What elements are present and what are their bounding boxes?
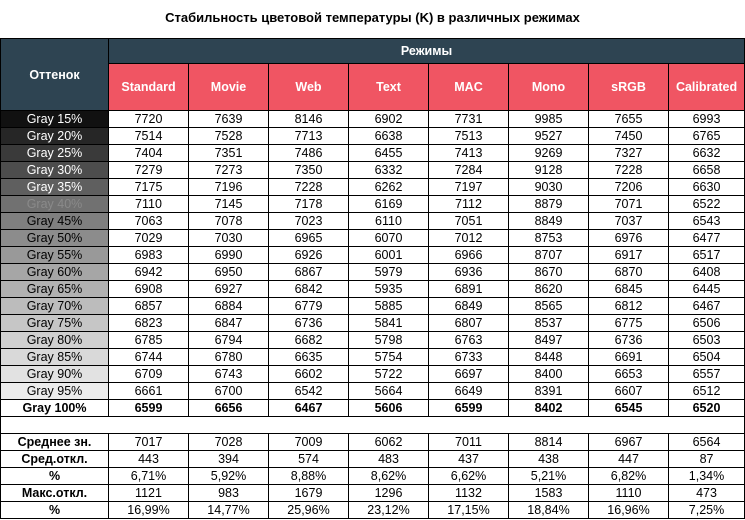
shade-label: Gray 75% <box>1 315 109 332</box>
stat-value-cell: 87 <box>669 451 745 468</box>
mode-header-mono: Mono <box>509 64 589 111</box>
mode-header-movie: Movie <box>189 64 269 111</box>
stat-value-cell: 6,62% <box>429 468 509 485</box>
separator-row <box>1 417 745 434</box>
table-row <box>1 162 745 179</box>
value-cell: 7175 <box>109 179 189 196</box>
value-cell: 5798 <box>349 332 429 349</box>
value-cell: 6467 <box>669 298 745 315</box>
value-cell: 8402 <box>509 400 589 417</box>
value-cell: 8146 <box>269 111 349 128</box>
value-cell: 6658 <box>669 162 745 179</box>
value-cell: 6993 <box>669 111 745 128</box>
stats-row <box>1 502 745 519</box>
stat-value-cell: 6967 <box>589 434 669 451</box>
value-cell: 6870 <box>589 264 669 281</box>
value-cell: 5664 <box>349 383 429 400</box>
table-row <box>1 213 745 230</box>
value-cell: 6467 <box>269 400 349 417</box>
value-cell: 8670 <box>509 264 589 281</box>
value-cell: 6503 <box>669 332 745 349</box>
shade-label: Gray 85% <box>1 349 109 366</box>
value-cell: 6891 <box>429 281 509 298</box>
table-row <box>1 315 745 332</box>
value-cell: 6656 <box>189 400 269 417</box>
table-row <box>1 400 745 417</box>
value-cell: 6779 <box>269 298 349 315</box>
value-cell: 7206 <box>589 179 669 196</box>
value-cell: 6169 <box>349 196 429 213</box>
modes-header: Режимы <box>109 39 745 64</box>
value-cell: 6983 <box>109 247 189 264</box>
table-row <box>1 332 745 349</box>
stat-value-cell: 7,25% <box>669 502 745 519</box>
value-cell: 7513 <box>429 128 509 145</box>
stat-value-cell: 1583 <box>509 485 589 502</box>
value-cell: 6926 <box>269 247 349 264</box>
value-cell: 6942 <box>109 264 189 281</box>
value-cell: 6990 <box>189 247 269 264</box>
table-row <box>1 145 745 162</box>
shade-label: Gray 45% <box>1 213 109 230</box>
stat-value-cell: 6,71% <box>109 468 189 485</box>
stat-label: Сред.откл. <box>1 451 109 468</box>
value-cell: 6884 <box>189 298 269 315</box>
mode-header-calibrated: Calibrated <box>669 64 745 111</box>
stat-value-cell: 447 <box>589 451 669 468</box>
shade-label: Gray 65% <box>1 281 109 298</box>
value-cell: 7051 <box>429 213 509 230</box>
stat-value-cell: 483 <box>349 451 429 468</box>
stat-value-cell: 443 <box>109 451 189 468</box>
value-cell: 6736 <box>269 315 349 332</box>
stat-label: % <box>1 468 109 485</box>
value-cell: 6847 <box>189 315 269 332</box>
value-cell: 6763 <box>429 332 509 349</box>
stat-label: Среднее зн. <box>1 434 109 451</box>
value-cell: 6557 <box>669 366 745 383</box>
value-cell: 6780 <box>189 349 269 366</box>
value-cell: 5754 <box>349 349 429 366</box>
value-cell: 6638 <box>349 128 429 145</box>
shade-label: Gray 70% <box>1 298 109 315</box>
shade-label: Gray 40% <box>1 196 109 213</box>
stats-rows <box>1 417 745 519</box>
value-cell: 6857 <box>109 298 189 315</box>
stat-value-cell: 6,82% <box>589 468 669 485</box>
table-row <box>1 196 745 213</box>
stat-value-cell: 438 <box>509 451 589 468</box>
stat-value-cell: 17,15% <box>429 502 509 519</box>
value-cell: 6408 <box>669 264 745 281</box>
value-cell: 7284 <box>429 162 509 179</box>
value-cell: 6477 <box>669 230 745 247</box>
value-cell: 8707 <box>509 247 589 264</box>
value-cell: 8400 <box>509 366 589 383</box>
value-cell: 6332 <box>349 162 429 179</box>
value-cell: 8565 <box>509 298 589 315</box>
value-cell: 7071 <box>589 196 669 213</box>
stats-row <box>1 485 745 502</box>
stat-value-cell: 8,88% <box>269 468 349 485</box>
value-cell: 6262 <box>349 179 429 196</box>
value-cell: 6927 <box>189 281 269 298</box>
value-cell: 6807 <box>429 315 509 332</box>
value-cell: 5606 <box>349 400 429 417</box>
shade-label: Gray 20% <box>1 128 109 145</box>
value-cell: 8849 <box>509 213 589 230</box>
value-cell: 8391 <box>509 383 589 400</box>
value-cell: 7273 <box>189 162 269 179</box>
table-row <box>1 264 745 281</box>
stat-value-cell: 18,84% <box>509 502 589 519</box>
value-cell: 6700 <box>189 383 269 400</box>
shade-label: Gray 25% <box>1 145 109 162</box>
value-cell: 6849 <box>429 298 509 315</box>
stat-value-cell: 394 <box>189 451 269 468</box>
table-row <box>1 179 745 196</box>
value-cell: 6455 <box>349 145 429 162</box>
value-cell: 6902 <box>349 111 429 128</box>
value-cell: 6110 <box>349 213 429 230</box>
stat-value-cell: 8814 <box>509 434 589 451</box>
value-cell: 9527 <box>509 128 589 145</box>
value-cell: 7713 <box>269 128 349 145</box>
value-cell: 8537 <box>509 315 589 332</box>
value-cell: 6867 <box>269 264 349 281</box>
shade-label: Gray 90% <box>1 366 109 383</box>
stats-row <box>1 434 745 451</box>
value-cell: 6632 <box>669 145 745 162</box>
value-cell: 6542 <box>269 383 349 400</box>
value-cell: 7655 <box>589 111 669 128</box>
stat-value-cell: 1,34% <box>669 468 745 485</box>
value-cell: 7196 <box>189 179 269 196</box>
table-row <box>1 349 745 366</box>
stat-value-cell: 6564 <box>669 434 745 451</box>
value-cell: 6602 <box>269 366 349 383</box>
value-cell: 6506 <box>669 315 745 332</box>
value-cell: 8448 <box>509 349 589 366</box>
stat-value-cell: 7017 <box>109 434 189 451</box>
stat-value-cell: 5,92% <box>189 468 269 485</box>
stat-value-cell: 14,77% <box>189 502 269 519</box>
data-rows <box>1 111 745 417</box>
table-row <box>1 366 745 383</box>
value-cell: 7078 <box>189 213 269 230</box>
shade-label: Gray 95% <box>1 383 109 400</box>
value-cell: 6661 <box>109 383 189 400</box>
table-row <box>1 298 745 315</box>
value-cell: 7404 <box>109 145 189 162</box>
value-cell: 6691 <box>589 349 669 366</box>
stat-value-cell: 25,96% <box>269 502 349 519</box>
value-cell: 6520 <box>669 400 745 417</box>
value-cell: 6917 <box>589 247 669 264</box>
table-row <box>1 111 745 128</box>
stat-label: % <box>1 502 109 519</box>
value-cell: 7029 <box>109 230 189 247</box>
value-cell: 6976 <box>589 230 669 247</box>
stat-value-cell: 16,96% <box>589 502 669 519</box>
value-cell: 6733 <box>429 349 509 366</box>
separator-cell <box>1 417 745 434</box>
color-temperature-table <box>0 38 745 519</box>
value-cell: 6630 <box>669 179 745 196</box>
value-cell: 7720 <box>109 111 189 128</box>
mode-header-row <box>1 64 745 111</box>
value-cell: 7413 <box>429 145 509 162</box>
stat-value-cell: 437 <box>429 451 509 468</box>
value-cell: 6653 <box>589 366 669 383</box>
stat-value-cell: 5,21% <box>509 468 589 485</box>
value-cell: 8753 <box>509 230 589 247</box>
value-cell: 7037 <box>589 213 669 230</box>
value-cell: 6522 <box>669 196 745 213</box>
stat-value-cell: 7009 <box>269 434 349 451</box>
value-cell: 7112 <box>429 196 509 213</box>
value-cell: 6512 <box>669 383 745 400</box>
value-cell: 6966 <box>429 247 509 264</box>
value-cell: 7228 <box>269 179 349 196</box>
value-cell: 6823 <box>109 315 189 332</box>
stat-value-cell: 6062 <box>349 434 429 451</box>
stat-value-cell: 1110 <box>589 485 669 502</box>
mode-header-srgb: sRGB <box>589 64 669 111</box>
stat-value-cell: 1679 <box>269 485 349 502</box>
value-cell: 6001 <box>349 247 429 264</box>
table-row <box>1 247 745 264</box>
value-cell: 6812 <box>589 298 669 315</box>
value-cell: 6936 <box>429 264 509 281</box>
value-cell: 6842 <box>269 281 349 298</box>
value-cell: 6504 <box>669 349 745 366</box>
value-cell: 6543 <box>669 213 745 230</box>
stat-value-cell: 574 <box>269 451 349 468</box>
shade-label: Gray 60% <box>1 264 109 281</box>
value-cell: 7528 <box>189 128 269 145</box>
stat-label: Макс.откл. <box>1 485 109 502</box>
value-cell: 7327 <box>589 145 669 162</box>
value-cell: 6765 <box>669 128 745 145</box>
value-cell: 6736 <box>589 332 669 349</box>
value-cell: 6070 <box>349 230 429 247</box>
stat-value-cell: 8,62% <box>349 468 429 485</box>
value-cell: 5722 <box>349 366 429 383</box>
value-cell: 8879 <box>509 196 589 213</box>
value-cell: 7228 <box>589 162 669 179</box>
table-row <box>1 128 745 145</box>
value-cell: 7178 <box>269 196 349 213</box>
stat-value-cell: 1296 <box>349 485 429 502</box>
value-cell: 7110 <box>109 196 189 213</box>
stat-value-cell: 1132 <box>429 485 509 502</box>
stat-value-cell: 983 <box>189 485 269 502</box>
stats-row <box>1 468 745 485</box>
mode-header-standard: Standard <box>109 64 189 111</box>
value-cell: 6908 <box>109 281 189 298</box>
value-cell: 7279 <box>109 162 189 179</box>
value-cell: 6743 <box>189 366 269 383</box>
shade-label: Gray 30% <box>1 162 109 179</box>
value-cell: 7514 <box>109 128 189 145</box>
value-cell: 6709 <box>109 366 189 383</box>
shade-label: Gray 50% <box>1 230 109 247</box>
value-cell: 7731 <box>429 111 509 128</box>
value-cell: 6545 <box>589 400 669 417</box>
value-cell: 7486 <box>269 145 349 162</box>
value-cell: 6599 <box>109 400 189 417</box>
value-cell: 8497 <box>509 332 589 349</box>
value-cell: 7639 <box>189 111 269 128</box>
value-cell: 9985 <box>509 111 589 128</box>
value-cell: 5841 <box>349 315 429 332</box>
value-cell: 6845 <box>589 281 669 298</box>
value-cell: 5979 <box>349 264 429 281</box>
shade-label: Gray 55% <box>1 247 109 264</box>
stat-value-cell: 473 <box>669 485 745 502</box>
value-cell: 7030 <box>189 230 269 247</box>
value-cell: 7351 <box>189 145 269 162</box>
value-cell: 7450 <box>589 128 669 145</box>
value-cell: 7063 <box>109 213 189 230</box>
value-cell: 6965 <box>269 230 349 247</box>
stat-value-cell: 16,99% <box>109 502 189 519</box>
shade-label: Gray 35% <box>1 179 109 196</box>
value-cell: 7023 <box>269 213 349 230</box>
table-row <box>1 383 745 400</box>
mode-header-text: Text <box>349 64 429 111</box>
value-cell: 6682 <box>269 332 349 349</box>
table-row <box>1 281 745 298</box>
shade-column-header: Оттенок <box>1 39 109 111</box>
stat-value-cell: 7011 <box>429 434 509 451</box>
value-cell: 6635 <box>269 349 349 366</box>
stat-value-cell: 23,12% <box>349 502 429 519</box>
shade-label: Gray 15% <box>1 111 109 128</box>
value-cell: 6445 <box>669 281 745 298</box>
value-cell: 6785 <box>109 332 189 349</box>
value-cell: 7012 <box>429 230 509 247</box>
value-cell: 7145 <box>189 196 269 213</box>
shade-label: Gray 80% <box>1 332 109 349</box>
value-cell: 7197 <box>429 179 509 196</box>
value-cell: 6697 <box>429 366 509 383</box>
value-cell: 5935 <box>349 281 429 298</box>
value-cell: 6599 <box>429 400 509 417</box>
value-cell: 6775 <box>589 315 669 332</box>
stats-row <box>1 451 745 468</box>
mode-header-mac: MAC <box>429 64 509 111</box>
value-cell: 9030 <box>509 179 589 196</box>
shade-label: Gray 100% <box>1 400 109 417</box>
value-cell: 5885 <box>349 298 429 315</box>
value-cell: 6649 <box>429 383 509 400</box>
stat-value-cell: 7028 <box>189 434 269 451</box>
mode-header-web: Web <box>269 64 349 111</box>
value-cell: 6744 <box>109 349 189 366</box>
value-cell: 9269 <box>509 145 589 162</box>
stat-value-cell: 1121 <box>109 485 189 502</box>
value-cell: 8620 <box>509 281 589 298</box>
value-cell: 9128 <box>509 162 589 179</box>
value-cell: 6607 <box>589 383 669 400</box>
value-cell: 7350 <box>269 162 349 179</box>
value-cell: 6950 <box>189 264 269 281</box>
value-cell: 6794 <box>189 332 269 349</box>
table-row <box>1 230 745 247</box>
page-title: Стабильность цветовой температуры (K) в различных режимах <box>165 10 580 25</box>
value-cell: 6517 <box>669 247 745 264</box>
